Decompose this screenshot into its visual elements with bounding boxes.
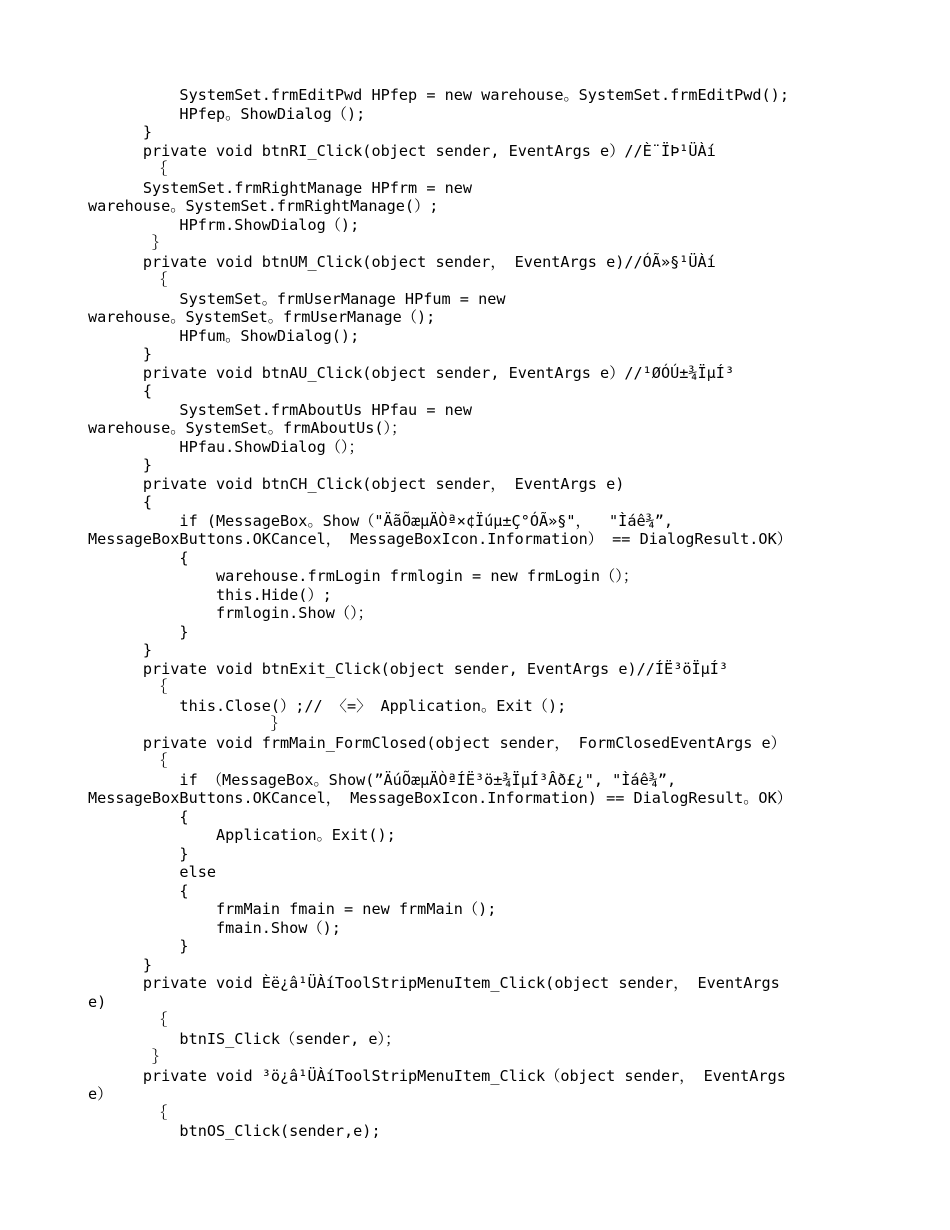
code-line: { <box>88 493 153 511</box>
code-line: ｛ <box>88 678 168 696</box>
code-line: btnIS_Click（sender, e）； <box>88 1029 401 1048</box>
code-line: this.Close(）;// 〈=〉 Application。Exit（); <box>88 696 567 715</box>
code-line: this.Hide(）; <box>88 585 332 604</box>
code-line: warehouse.frmLogin frmlogin = new frmLogin（）； <box>88 567 639 585</box>
code-line: SystemSet。frmUserManage HPfum = new <box>88 289 506 308</box>
code-line: private void ³ö¿â¹ÜÀíToolStripMenuItem_Click（object sender， EventArgs <box>88 1066 786 1085</box>
code-line: { <box>88 548 189 567</box>
code-line: private void btnAU_Click(object sender, EventArgs e）//¹ØÓÚ±¾ÏµÍ³ <box>88 363 735 382</box>
code-line: if （MessageBox。Show(”ÄúÕæµÄÒªÍË³ö±¾ÏµÍ³Âð£¿", "Ìáê¾”, <box>88 770 677 789</box>
code-line: HPfrm.ShowDialog（); <box>88 215 360 234</box>
code-line: warehouse。SystemSet。frmUserManage（); <box>88 308 436 326</box>
code-line: if (MessageBox。Show（"ÄãÕæµÄÒª×¢Ïúµ±Ç°ÓÃ»§"， "Ìáê¾”, <box>88 511 674 530</box>
code-line: private void btnExit_Click(object sender, EventArgs e)//ÍË³öÏµÍ³ <box>88 659 729 678</box>
code-line: { <box>88 807 189 826</box>
code-line: HPfum。ShowDialog(); <box>88 326 360 345</box>
code-line: private void btnUM_Click(object sender， EventArgs e)//ÓÃ»§¹ÜÀí <box>88 252 716 271</box>
code-line: { <box>88 382 153 400</box>
code-line: HPfep。ShowDialog（); <box>88 104 366 123</box>
code-line: } <box>88 622 189 641</box>
code-line: btnOS_Click(sender,e); <box>88 1122 381 1140</box>
code-line: private void btnCH_Click(object sender， EventArgs e) <box>88 474 625 493</box>
code-line: Application。Exit(); <box>88 826 396 844</box>
code-line: ｝ <box>88 1048 168 1066</box>
code-line: MessageBoxButtons.OKCancel， MessageBoxIcon.Information) == DialogResult。OK） <box>88 789 792 807</box>
code-line: ｛ <box>88 1011 168 1029</box>
code-line: ｛ <box>88 160 168 178</box>
code-line: ｛ <box>88 752 168 770</box>
code-line: } <box>88 123 153 141</box>
code-line: SystemSet.frmRightManage HPfrm = new <box>88 178 473 197</box>
code-line: ｝ <box>88 234 168 252</box>
code-line: frmlogin.Show（）； <box>88 604 373 622</box>
code-line: ｛ <box>88 271 168 289</box>
code-line: else <box>88 863 217 881</box>
code-line: warehouse。SystemSet.frmRightManage(）; <box>88 197 439 215</box>
code-line: { <box>88 881 189 900</box>
code-line: ｛ <box>88 1103 168 1122</box>
code-line: private void Èë¿â¹ÜÀíToolStripMenuItem_Click(object sender， EventArgs <box>88 974 780 992</box>
code-line: } <box>88 345 153 363</box>
code-document <box>88 86 938 1141</box>
code-line: frmMain fmain = new frmMain（); <box>88 900 497 918</box>
code-line: HPfau.ShowDialog（）； <box>88 437 364 456</box>
code-line: MessageBoxButtons.OKCancel， MessageBoxIcon.Information） == DialogResult.OK） <box>88 530 792 548</box>
code-line: e) <box>88 992 107 1011</box>
code-line: private void btnRI_Click(object sender, EventArgs e）//È¨ÏÞ¹ÜÀí <box>88 141 716 160</box>
code-line: SystemSet.frmAboutUs HPfau = new <box>88 400 473 419</box>
code-line: fmain.Show（); <box>88 918 341 937</box>
code-line: } <box>88 456 153 474</box>
code-line: ｝ <box>88 715 287 733</box>
code-line: warehouse。SystemSet。frmAboutUs(）； <box>88 419 407 437</box>
code-line: } <box>88 955 153 974</box>
code-line: } <box>88 641 153 659</box>
code-line: } <box>88 937 189 955</box>
code-line: private void frmMain_FormClosed(object sender， FormClosedEventArgs e） <box>88 733 786 752</box>
code-line: e） <box>88 1085 113 1103</box>
code-line: } <box>88 844 189 863</box>
code-line: SystemSet.frmEditPwd HPfep = new warehouse。SystemSet.frmEditPwd(); <box>88 86 789 104</box>
